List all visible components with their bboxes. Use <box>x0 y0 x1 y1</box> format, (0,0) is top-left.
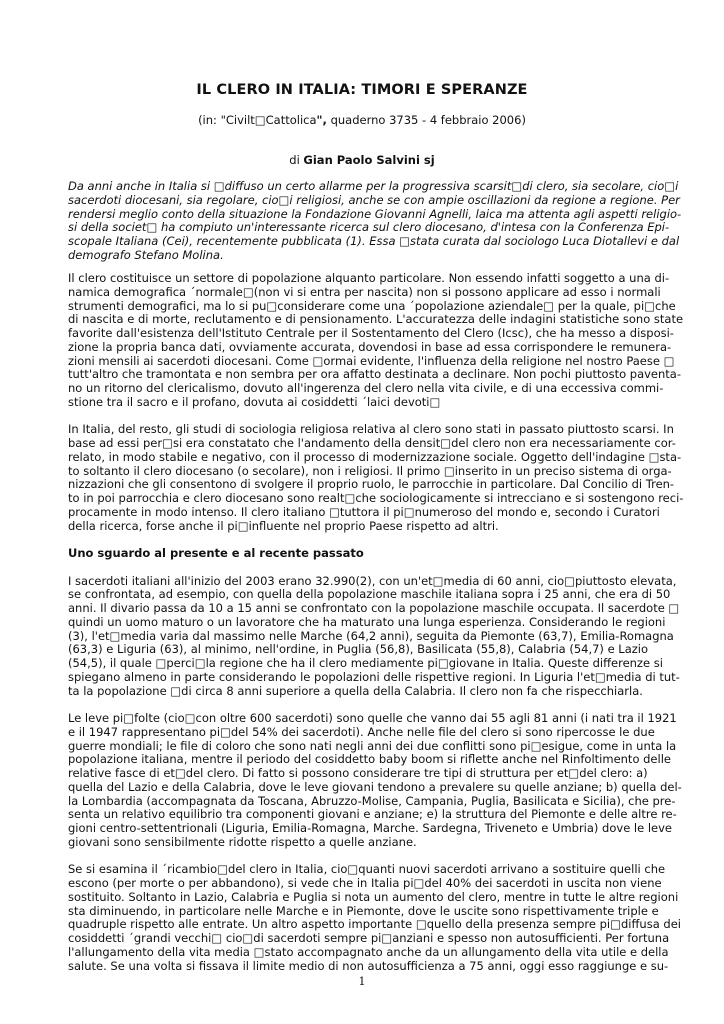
paragraph-line: no un ritorno del clericalismo, dovuto all'ingerenza del clero nella vita civile, e di una eccessiva commi- <box>68 381 664 395</box>
paragraph-line: di nascita e di morte, reclutamento e di pensionamento. L'accuratezza delle indagini statistiche sono state <box>68 312 684 327</box>
paragraph-line: favorite dall'esistenza dell'Istituto Centrale per il Sostentamento del Clero (Icsc), che ha messo a disposi- <box>68 326 674 340</box>
paragraph-line: zione la propria banca dati, ovviamente accurata, dovendosi in base ad essa corrispondere le remunera- <box>68 339 672 354</box>
section-heading: Uno sguardo al presente e al recente passato <box>68 546 364 560</box>
paragraph-line: quella del Lazio e della Calabria, dove le leve giovani tendono a prevalere su quelle anziane; b) quella del- <box>68 779 682 794</box>
paragraph-line: I sacerdoti italiani all'inizio del 2003 erano 32.990(2), con un'et□media di 60 anni, cio□piuttosto elevata, <box>68 573 677 588</box>
author-prefix: di <box>289 153 304 167</box>
paragraph-line: nizzazioni che gli consentono di svolgere il proprio ruolo, le parrocchie in particolare. Dal Concilio di Tren- <box>68 477 675 492</box>
paragraph-line: e il 1947 rappresentano pi□del 54% dei sacerdoti). Anche nelle file del clero si sono ripercosse le due <box>68 724 655 739</box>
abstract-line: sacerdoti diocesani, sia regolare, cio□i religiosi, anche se con ampie oscillazioni da regione a regione. Per <box>68 192 680 207</box>
paragraph <box>68 711 682 850</box>
paragraph-line: quindi un uomo maturo o un lavoratore che ha maturato una lunga esperienza. Considerando le regioni <box>68 614 666 629</box>
paragraph-line: giovani sono sensibilmente ridotte rispetto a quelle anziane. <box>68 834 417 849</box>
paragraph-line: relative fasce di et□del clero. Di fatto si possono considerare tre tipi di struttura per et□del clero: a) <box>68 766 648 780</box>
paragraph-line: base ad essi per□si era constatato che l'andamento della densit□del clero non era necessariamente cor- <box>68 436 676 450</box>
paragraph-line: (63,3) e Liguria (63), al minimo, nell'ordine, in Puglia (56,8), Basilicata (55,8), Calabria (54,7) e Lazio <box>68 642 649 657</box>
article-title: IL CLERO IN ITALIA: TIMORI E SPERANZE <box>196 82 528 98</box>
paragraph-line: guerre mondiali; le file di coloro che sono nati negli anni dei due conflitti sono pi□esigue, come in unta la <box>68 738 677 753</box>
paragraph-line: (54,5), il quale □perci□la regione che ha il clero mediamente pi□giovane in Italia. Queste differenze si <box>68 656 663 670</box>
paragraph-line: sta diminuendo, in particolare nelle Marche e in Piemonte, dove le uscite sono rispettivamente triple e <box>68 903 659 918</box>
paragraph-line: procamente in modo intenso. Il clero italiano □tuttora il pi□numeroso del mondo e, secondo i Curatori <box>68 504 660 519</box>
author-name: Gian Paolo Salvini sj <box>303 153 435 167</box>
paragraph-line: tutt'altro che tramontata e non sembra per ora affatto destinata a declinare. Non pochi piuttosto paventa- <box>68 367 682 382</box>
paragraph-line: to soltanto il clero diocesano (o secolare), non i religiosi. Il primo □inserito in un preciso sistema di orga- <box>68 463 672 478</box>
paragraph-line: (3), l'et□media varia dal massimo nelle Marche (64,2 anni), seguita da Piemonte (63,7), Emilia-Romagna <box>68 628 674 643</box>
paragraph-line: l'allungamento della vita media □stato accompagnato anche da un allungamento della vita utile e della <box>68 944 669 959</box>
paragraph-line: escono (per morte o per abbandono), si vede che in Italia pi□del 40% dei sacerdoti in uscita non viene <box>68 876 662 890</box>
document-page <box>68 0 684 1024</box>
paragraph-line: relato, in modo stabile e negativo, con il processo di modernizzazione sociale. Oggetto dell'indagine □sta- <box>68 449 682 464</box>
paragraph-line: salute. Se una volta si fissava il limite medio di non autosufficienza a 75 anni, oggi esso raggiunge e su- <box>68 958 669 973</box>
paragraph-line: cosiddetti ´grandi vecchi□ cio□di sacerdoti sempre pi□anziani e spesso non autosufficienti. Per fortuna <box>68 931 670 945</box>
paragraph-line: Le leve pi□folte (cio□con oltre 600 sacerdoti) sono quelle che vanno dai 55 agli 81 anni (i nati tra il 1921 <box>68 711 677 725</box>
paragraph-line: zioni mensili ai sacerdoti diocesani. Come □ormai evidente, l'influenza della religione nel nostro Paese □ <box>68 353 675 368</box>
paragraph-line: stione tra il sacro e il profano, dovuta ai cosiddetti ´laici devoti□ <box>68 394 441 409</box>
paragraph <box>68 573 680 699</box>
source-suffix: quaderno 3735 - 4 febbraio 2006) <box>326 113 526 127</box>
paragraph-line: la Lombardia (accompagnata da Toscana, Abruzzo-Molise, Campania, Puglia, Basilicata e Sicilia), che pre- <box>68 793 676 808</box>
paragraph-line: sostituito. Soltanto in Lazio, Calabria e Puglia si nota un aumento del clero, mentre in tutte le altre regioni <box>68 889 679 904</box>
paragraph-line: popolazione italiana, mentre il periodo del cosiddetto baby boom si riflette anche nel Rinfoltimento delle <box>68 752 671 767</box>
abstract-line: demografo Stefano Molina. <box>68 247 224 262</box>
paragraph <box>68 271 684 410</box>
paragraph <box>68 862 681 973</box>
paragraph-line: strumenti demografici, ma lo si pu□considerare come una ´popolazione aziendale□ per la quale, pi□che <box>68 298 676 313</box>
paragraph-line: se confrontata, ad esempio, con quella della popolazione maschile italiana sopra i 25 anni, che era di 50 <box>68 587 671 602</box>
source-citation <box>68 113 656 127</box>
paragraph-line: Il clero costituisce un settore di popolazione alquanto particolare. Non essendo infatti soggetto a una di- <box>68 271 670 285</box>
abstract-line: scopale Italiana (Cei), recentemente pubblicata (1). Essa □stata curata dal sociologo Luca Diotallevi e dal <box>68 234 680 248</box>
paragraph <box>68 422 684 533</box>
article-body <box>68 271 684 973</box>
paragraph-line: senta un relativo equilibrio tra componenti giovani e anziane; e) la struttura del Piemonte e delle altre re- <box>68 807 677 822</box>
paragraph-line: anni. Il divario passa da 10 a 15 anni se confrontato con la popolazione maschile occupata. Il sacerdote □ <box>68 601 680 615</box>
author-line <box>68 153 656 167</box>
source-bold: ", <box>316 113 327 127</box>
paragraph-line: quadruple rispetto alle entrate. Un altro aspetto importante □quello della presenza sempre pi□diffusa dei <box>68 917 681 932</box>
abstract-line: si della societ□ ha compiuto un'interessante ricerca sul clero diocesano, d'intesa con la Conferenza Epi- <box>68 220 670 235</box>
paragraph-line: namica demografica ´normale□(non vi si entra per nascita) non si possono applicare ad esso i normali <box>68 284 661 299</box>
abstract <box>68 179 682 263</box>
paragraph-line: ta la popolazione □di circa 8 anni superiore a quella della Calabria. Il clero non fa che rispecchiarla. <box>68 683 643 698</box>
paragraph-line: gioni centro-settentrionali (Liguria, Emilia-Romagna, Marche. Sardegna, Triveneto e Umbria) dove le leve <box>68 821 673 835</box>
abstract-line: rendersi meglio conto della situazione la Fondazione Giovanni Agnelli, laica ma attenta agli aspetti religio- <box>68 206 682 221</box>
paragraph-line: della ricerca, forse anche il pi□influente nel proprio Paese rispetto ad altri. <box>68 518 499 533</box>
paragraph-line: Se si esamina il ´ricambio□del clero in Italia, cio□quanti nuovi sacerdoti arrivano a sostituire quelli che <box>68 862 666 877</box>
page-number: 1 <box>358 975 366 988</box>
abstract-line: Da anni anche in Italia si □diffuso un certo allarme per la progressiva scarsit□di clero, sia secolare, cio□i <box>68 179 679 193</box>
source-prefix: (in: "Civilt□Cattolica <box>198 113 317 127</box>
paragraph-line: spiegano almeno in parte considerando le popolazioni delle rispettive regioni. In Liguria l'et□media di tut- <box>68 669 680 684</box>
paragraph-line: to in poi parrocchia e clero diocesano sono realt□che sociologicamente si intrecciano e si sostengono reci- <box>68 491 684 505</box>
paragraph-line: In Italia, del resto, gli studi di sociologia religiosa relativa al clero sono stati in passato piuttosto scarsi. In <box>68 422 674 437</box>
